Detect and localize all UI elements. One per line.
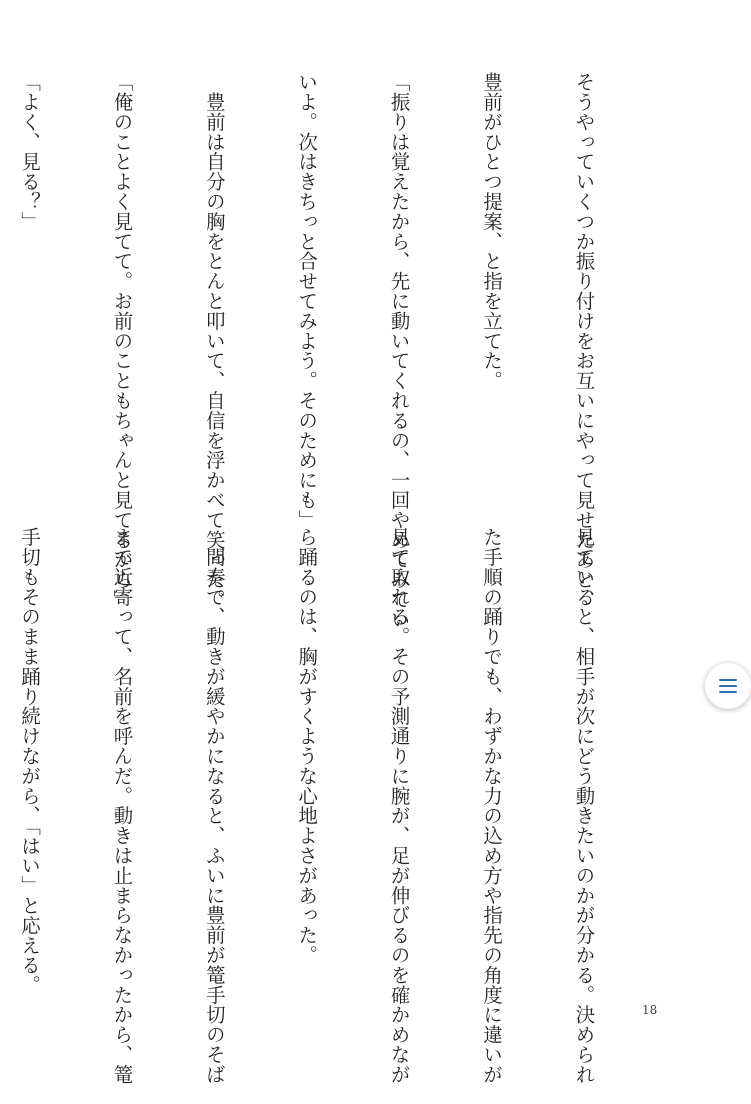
- text-line: 豊前は自分の胸をとんと叩いて、自信を浮かべて笑った。: [202, 72, 226, 610]
- text-line: 「俺のことよく見てて。お前のこともちゃんと見てるから」: [110, 72, 134, 610]
- text-line: 間奏で、動きが緩やかになると、ふいに豊前が篭手切のそば: [202, 527, 226, 1085]
- text-line: 見ていると、相手が次にどう動きたいのかが分かる。決められ: [572, 527, 596, 1085]
- text-line: 「よく、見る？」: [18, 72, 42, 232]
- text-line: 見て取れる。その予測通りに腕が、足が伸びるのを確かめなが: [387, 527, 411, 1085]
- text-line: そうやっていくつか振り付けをお互いにやって見せたあと、: [572, 72, 596, 610]
- text-block-top: [18, 72, 660, 630]
- text-line: まで近寄って、名前を呼んだ。動きは止まらなかったから、篭: [110, 527, 134, 1085]
- text-line: 豊前がひとつ提案、と指を立てた。: [480, 72, 504, 391]
- text-line: 手切もそのまま踊り続けながら、「はい」と応える。: [18, 527, 42, 995]
- text-line: ら踊るのは、胸がすくような心地よさがあった。: [295, 527, 319, 965]
- text-line: た手順の踊りでも、わずかな力の込め方や指先の角度に違いが: [480, 527, 504, 1085]
- text-line: 「振りは覚えたから、先に動いてくれるの、一回やめてみてい: [387, 72, 411, 630]
- text-line: いよ。次はきちっと合せてみよう。そのためにも」: [295, 72, 319, 530]
- menu-button[interactable]: [705, 663, 751, 709]
- page-number: 18: [642, 1003, 658, 1017]
